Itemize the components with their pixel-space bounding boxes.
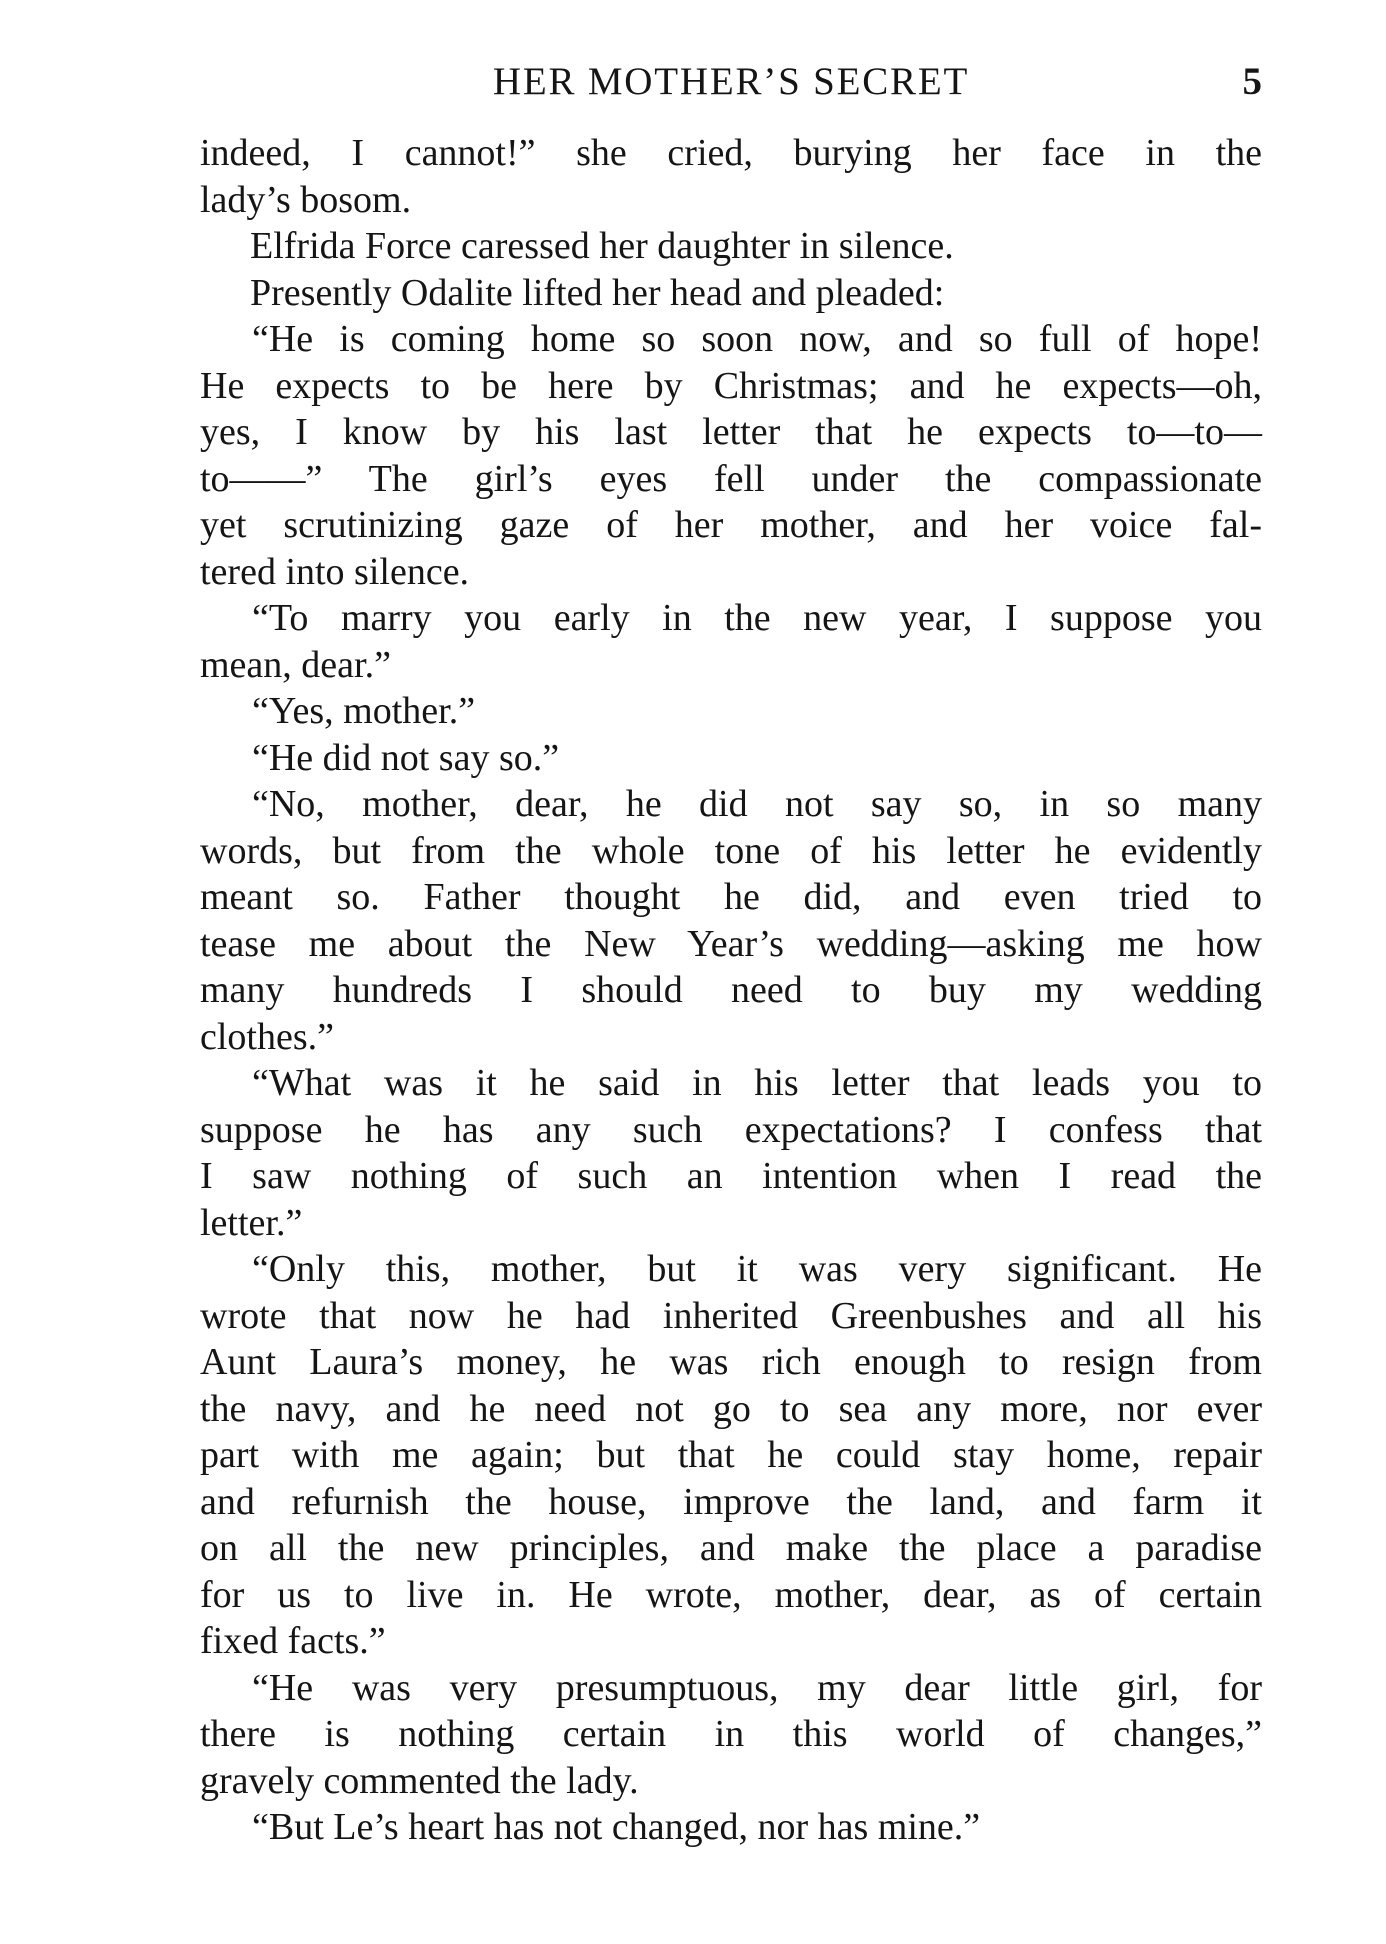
text-line: tered into silence. (200, 550, 470, 593)
text-line: mean, dear.” (200, 643, 391, 686)
running-header (200, 52, 1262, 112)
text-line: “To marry you early in the new year, I suppose you (252, 597, 1262, 639)
text-line: tease me about the New Year’s wedding—asking me how (200, 922, 1262, 965)
text-line: to——” The girl’s eyes fell under the compassionate (200, 457, 1262, 500)
text-line: letter.” (200, 1201, 303, 1244)
text-line: meant so. Father thought he did, and even tried to (200, 876, 1262, 918)
text-line: “What was it he said in his letter that leads you to (252, 1062, 1262, 1104)
text-line: “He did not say so.” (252, 736, 560, 779)
text-line: on all the new principles, and make the place a paradise (200, 1527, 1262, 1569)
text-line: wrote that now he had inherited Greenbushes and all his (200, 1294, 1262, 1337)
text-line: the navy, and he need not go to sea any more, nor ever (200, 1387, 1262, 1430)
body-text (200, 130, 1262, 1851)
text-line: Presently Odalite lifted her head and pleaded: (250, 271, 945, 314)
text-line: part with me again; but that he could stay home, repair (200, 1434, 1262, 1476)
text-line: yes, I know by his last letter that he expects to—to— (200, 411, 1262, 453)
text-line: I saw nothing of such an intention when I read the (200, 1155, 1262, 1197)
text-line: “He is coming home so soon now, and so full of hope! (252, 318, 1262, 360)
text-line: clothes.” (200, 1015, 335, 1058)
text-line: there is nothing certain in this world of changes,” (200, 1713, 1262, 1755)
text-line: indeed, I cannot!” she cried, burying her face in the (200, 132, 1262, 174)
text-line: suppose he has any such expectations? I confess that (200, 1108, 1262, 1151)
text-line: for us to live in. He wrote, mother, dear, as of certain (200, 1573, 1262, 1616)
text-line: many hundreds I should need to buy my wedding (200, 969, 1262, 1011)
text-line: “He was very presumptuous, my dear little girl, for (252, 1666, 1262, 1709)
text-line: Aunt Laura’s money, he was rich enough to resign from (200, 1341, 1262, 1383)
text-line: He expects to be here by Christmas; and he expects—oh, (200, 364, 1262, 407)
page-number: 5 (1242, 60, 1262, 103)
text-line: and refurnish the house, improve the land, and farm it (200, 1480, 1262, 1523)
text-line: yet scrutinizing gaze of her mother, and her voice fal- (200, 504, 1262, 546)
text-line: “Only this, mother, but it was very significant. He (252, 1248, 1262, 1290)
text-line: Elfrida Force caressed her daughter in silence. (250, 225, 954, 267)
text-line: fixed facts.” (200, 1620, 386, 1662)
text-line: lady’s bosom. (200, 178, 412, 221)
text-line: “No, mother, dear, he did not say so, in so many (252, 783, 1262, 825)
text-line: “But Le’s heart has not changed, nor has mine.” (252, 1806, 981, 1848)
text-line: “Yes, mother.” (252, 690, 476, 732)
running-title: HER MOTHER’S SECRET (492, 60, 970, 103)
text-line: words, but from the whole tone of his letter he evidently (200, 829, 1262, 872)
text-line: gravely commented the lady. (200, 1759, 639, 1802)
